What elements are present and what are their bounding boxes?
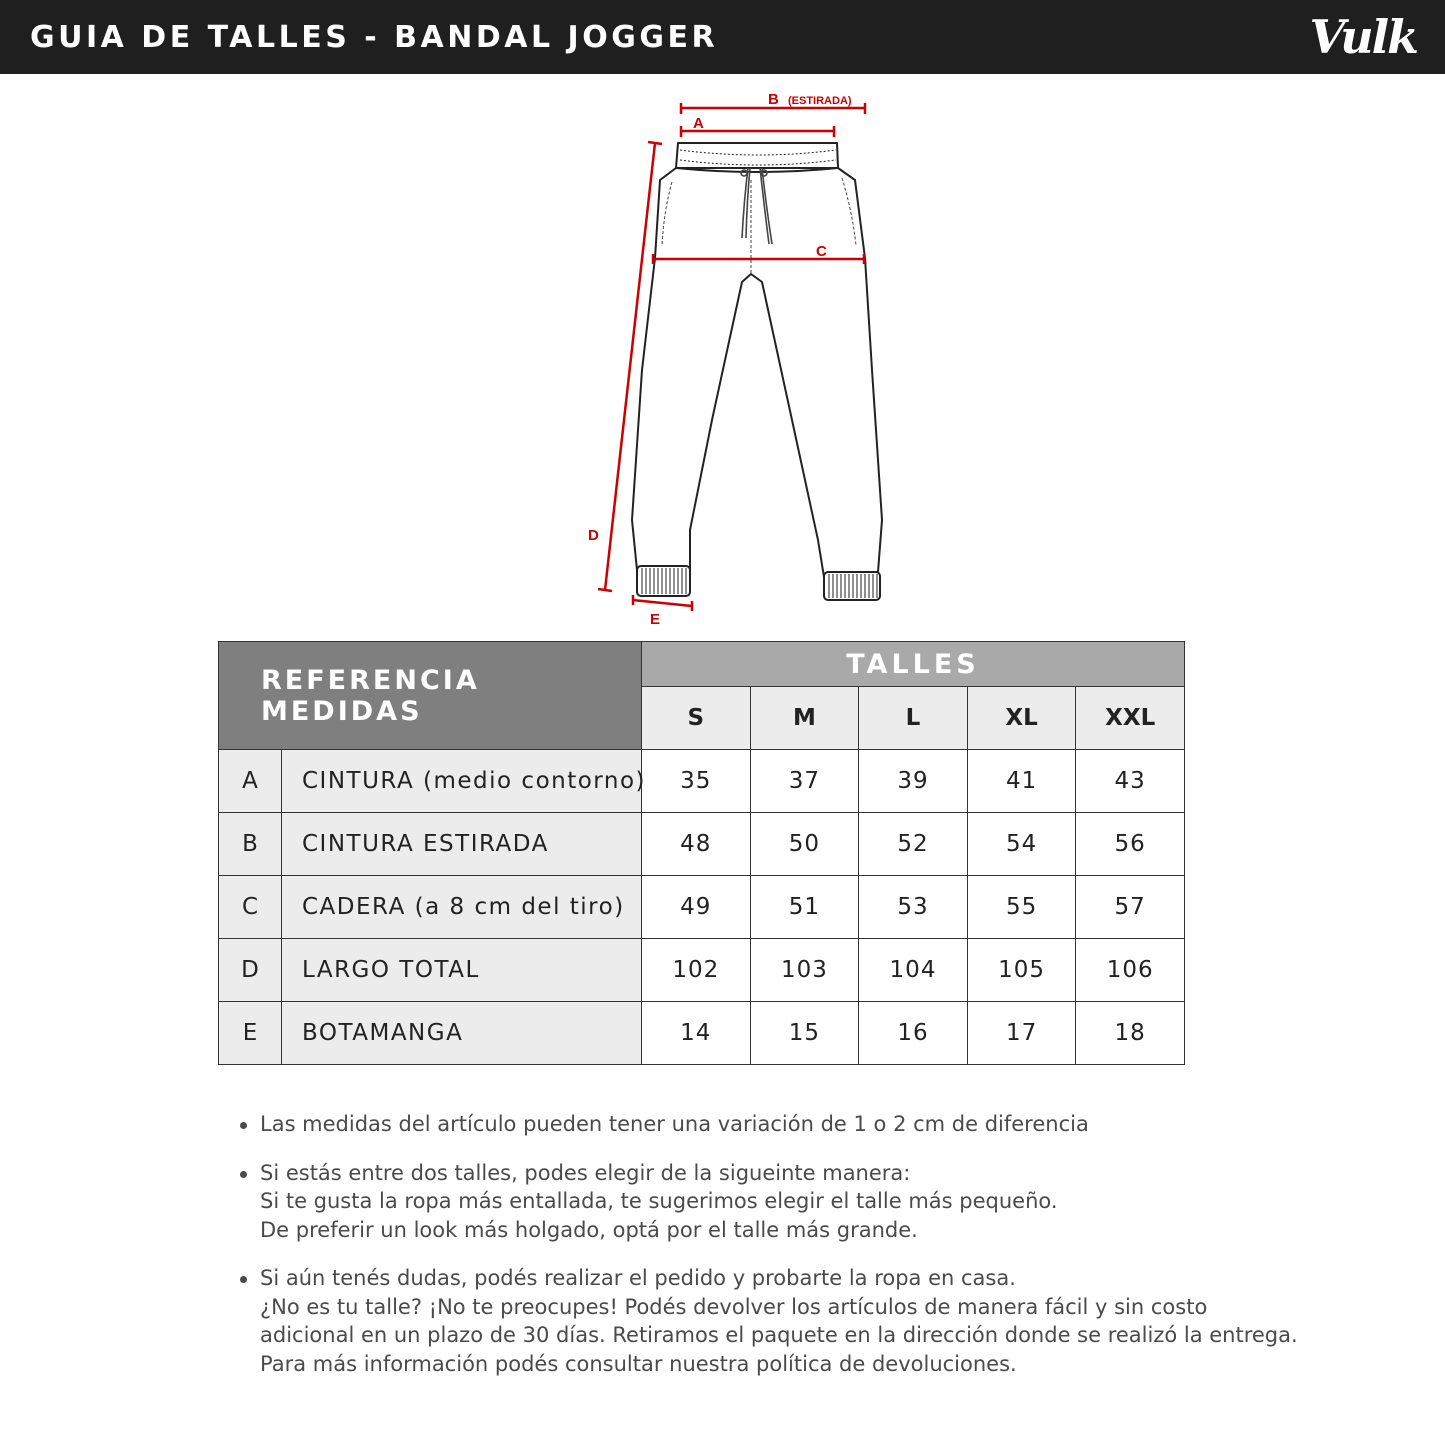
size-table: [218, 641, 1185, 1065]
row-letter: D: [219, 939, 282, 1002]
pants-outline: [632, 143, 882, 578]
note-item: [240, 1264, 1360, 1378]
note-line: Si aún tenés dudas, podés realizar el pedido y probarte la ropa en casa.: [260, 1266, 1016, 1290]
size-column-header: M: [750, 687, 859, 750]
size-value: 16: [859, 1002, 968, 1065]
table-row: [219, 813, 1185, 876]
label-a: A: [693, 115, 704, 132]
row-measure-name: CADERA (a 8 cm del tiro): [282, 876, 642, 939]
table-row: [219, 939, 1185, 1002]
size-value: 14: [642, 1002, 751, 1065]
size-value: 51: [750, 876, 859, 939]
size-value: 52: [859, 813, 968, 876]
jogger-diagram: [580, 88, 900, 633]
row-measure-name: LARGO TOTAL: [282, 939, 642, 1002]
header-bar: [0, 0, 1445, 74]
row-letter: A: [219, 750, 282, 813]
size-value: 39: [859, 750, 968, 813]
size-value: 49: [642, 876, 751, 939]
size-column-header: XL: [967, 687, 1076, 750]
note-item: [240, 1110, 1360, 1139]
size-value: 48: [642, 813, 751, 876]
size-value: 43: [1076, 750, 1185, 813]
row-measure-name: BOTAMANGA: [282, 1002, 642, 1065]
row-measure-name: CINTURA (medio contorno): [282, 750, 642, 813]
page-title: GUIA DE TALLES - BANDAL JOGGER: [30, 20, 719, 55]
note-line: Si estás entre dos talles, podes elegir de la sigueinte manera:: [260, 1160, 911, 1185]
sizes-header: TALLES: [642, 642, 1185, 687]
row-measure-name: CINTURA ESTIRADA: [282, 813, 642, 876]
row-letter: B: [219, 813, 282, 876]
label-c: C: [816, 243, 827, 260]
brand-logo: Vulk: [1309, 10, 1417, 64]
size-value: 105: [967, 939, 1076, 1002]
size-value: 104: [859, 939, 968, 1002]
size-value: 56: [1076, 813, 1185, 876]
size-value: 37: [750, 750, 859, 813]
label-b: B: [768, 91, 779, 108]
size-value: 35: [642, 750, 751, 813]
note-line: De preferir un look más holgado, optá por el talle más grande.: [260, 1217, 918, 1242]
size-value: 18: [1076, 1002, 1185, 1065]
size-value: 102: [642, 939, 751, 1002]
note-line: adicional en un plazo de 30 días. Retiramos el paquete en la dirección donde se realizó la entrega.: [260, 1323, 1298, 1347]
size-value: 54: [967, 813, 1076, 876]
notes-list: [240, 1110, 1360, 1398]
label-b-note: (ESTIRADA): [788, 95, 852, 107]
table-row: [219, 876, 1185, 939]
row-letter: E: [219, 1002, 282, 1065]
note-line: Si te gusta la ropa más entallada, te sugerimos elegir el talle más pequeño.: [260, 1189, 1058, 1213]
ankle-cuffs: [637, 566, 880, 600]
size-column-header: XXL: [1076, 687, 1185, 750]
note-line: ¿No es tu talle? ¡No te preocupes! Podés devolver los artículos de manera fácil y sin costo: [260, 1294, 1208, 1319]
size-value: 17: [967, 1002, 1076, 1065]
table-row: [219, 1002, 1185, 1065]
size-column-header: L: [859, 687, 968, 750]
table-row: [219, 750, 1185, 813]
note-line: Para más información podés consultar nuestra política de devoluciones.: [260, 1351, 1017, 1376]
size-value: 50: [750, 813, 859, 876]
size-value: 15: [750, 1002, 859, 1065]
row-letter: C: [219, 876, 282, 939]
size-value: 57: [1076, 876, 1185, 939]
size-value: 53: [859, 876, 968, 939]
label-d: D: [588, 527, 599, 544]
note-item: [240, 1159, 1360, 1245]
size-column-header: S: [642, 687, 751, 750]
size-value: 55: [967, 876, 1076, 939]
note-line: Las medidas del artículo pueden tener una variación de 1 o 2 cm de diferencia: [260, 1112, 1089, 1136]
size-value: 41: [967, 750, 1076, 813]
size-value: 106: [1076, 939, 1185, 1002]
size-value: 103: [750, 939, 859, 1002]
reference-header: REFERENCIA MEDIDAS: [219, 642, 642, 750]
label-e: E: [650, 611, 661, 628]
